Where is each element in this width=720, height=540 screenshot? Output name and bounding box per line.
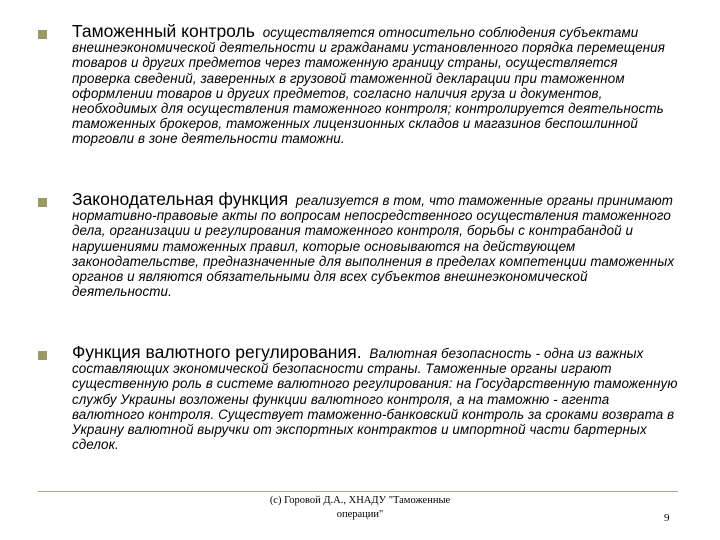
item-body: Валютная безопасность - одна из важных составляющих экономической безопасности страны. Таможенные органы играют существенную роль в системе валютного регулирования: на Государственную таможенную службу Украины возложены функции валютного контроля, а на таможню - агента валютного контроля. Существует таможенно-банковский контроль за сроками возврата в Украину валютной выручки от экспортных контрактов и импортной части бартерных сделок. [72, 346, 678, 453]
item-body: реализуется в том, что таможенные органы принимают нормативно-правовые акты по вопросам непосредственного осуществления таможенного дела, организации и регулирования таможенного контроля, борьбы с контрабандой и нарушениями таможенных правил, которые основываются на действующем законодательстве, предназначенные для выполнения в пределах компетенции таможенных органов и являются обязательными для всех субъектов внешнеэкономической деятельности. [72, 193, 675, 300]
square-bullet-icon [38, 198, 47, 207]
footer-credit-line2: операции" [336, 509, 384, 520]
item-body: осуществляется относительно соблюдения субъектами внешнеэкономической деятельности и гражданами установленного порядка перемещения товаров и других предметов через таможенную границу страны, осуществляется проверка сведений, заверенных в грузовой таможенной декларации при таможенном оформлении товаров и других предметов, согласно наличия груза и документов, необходимых для осуществления таможенного контроля; контролируется деятельность таможенных брокеров, таможенных лицензионных складов и магазинов беспошлинной торговли в зоне деятельности таможни. [72, 25, 666, 147]
item-text [72, 189, 678, 300]
item-heading: Функция валютного регулирования. [72, 342, 362, 362]
footer-credit-line1: (с) Горовой Д.А., ХНАДУ "Таможенные [269, 495, 451, 506]
footer-credit [250, 494, 470, 522]
item-heading: Законодательная функция [72, 189, 289, 209]
item-text [72, 21, 678, 147]
square-bullet-icon [38, 30, 47, 39]
footer-divider [38, 491, 678, 492]
page-number: 9 [664, 512, 670, 524]
square-bullet-icon [38, 351, 47, 360]
item-text [72, 342, 678, 453]
item-heading: Таможенный контроль [72, 21, 255, 41]
